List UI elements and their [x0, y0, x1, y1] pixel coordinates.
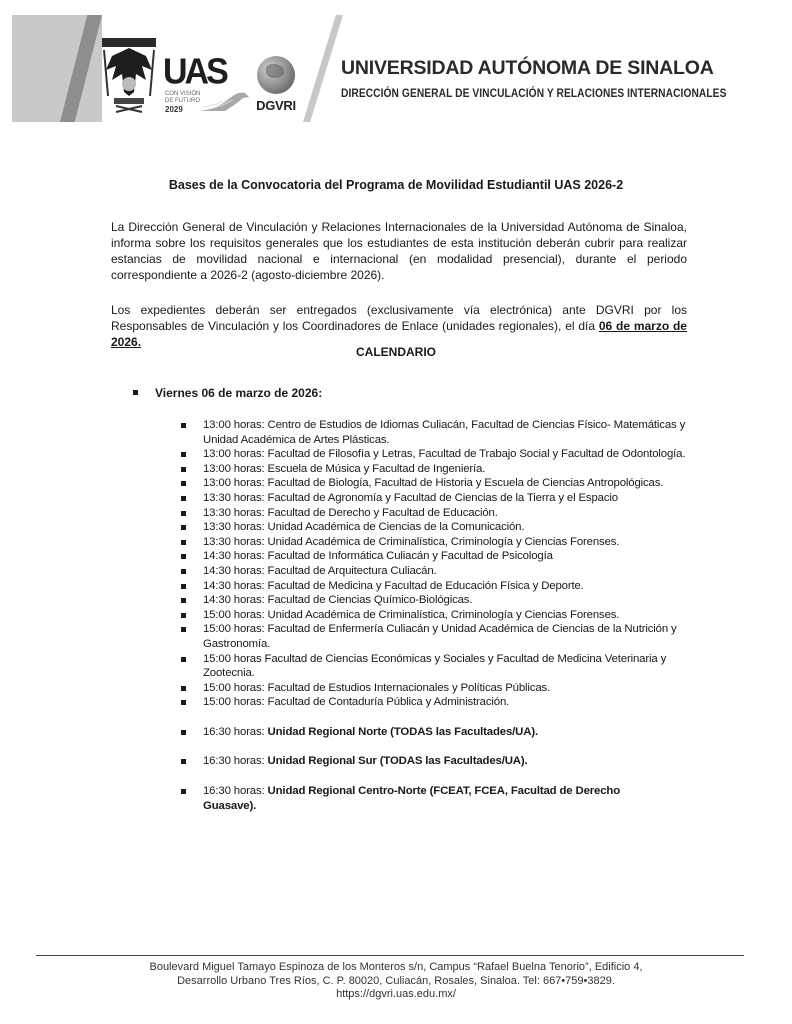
square-bullet-icon [181, 525, 186, 530]
schedule-text: Facultad de Medicina y Facultad de Educación Física y Deporte. [267, 579, 584, 592]
calendar-heading: CALENDARIO [356, 345, 436, 359]
schedule-item [181, 462, 711, 477]
footer-website-link[interactable]: https://dgvri.uas.edu.mx/ [336, 988, 456, 1000]
schedule-item [181, 535, 711, 550]
schedule-time: 15:00 horas: [203, 623, 265, 636]
schedule-time: 14:30 horas: [203, 564, 265, 577]
schedule-text: Facultad de Filosofía y Letras, Facultad de Trabajo Social y Facultad de Odontología. [267, 448, 686, 461]
square-bullet-icon [181, 467, 186, 472]
schedule-time: 13:30 horas: [203, 506, 265, 519]
department-name: DIRECCIÓN GENERAL DE VINCULACIÓN Y RELACIONES INTERNACIONALES [341, 86, 727, 100]
uas-tagline: CON VISIÓN DE FUTURO [165, 91, 201, 104]
square-bullet-icon [181, 613, 186, 618]
schedule-list [181, 418, 711, 813]
schedule-item [181, 608, 711, 623]
square-bullet-icon [181, 540, 186, 545]
square-bullet-icon [181, 598, 186, 603]
square-bullet-icon [181, 584, 186, 589]
schedule-item [181, 593, 711, 608]
schedule-time: 13:00 horas: [203, 477, 265, 490]
schedule-time: 13:00 horas: [203, 448, 265, 461]
header-slash-divider [303, 15, 343, 122]
square-bullet-icon [181, 730, 186, 735]
square-bullet-icon [181, 657, 186, 662]
schedule-item [181, 418, 711, 447]
schedule-text: Facultad de Arquitectura Culiacán. [267, 564, 437, 577]
schedule-text: Facultad de Estudios Internacionales y Políticas Públicas. [267, 681, 551, 694]
calendar-day-item [133, 386, 322, 400]
schedule-item [181, 491, 711, 506]
schedule-item [181, 549, 711, 564]
regional-unit-text: Unidad Regional Sur (TODAS las Facultades/UA). [267, 755, 528, 768]
schedule-time: 16:30 horas: [203, 725, 265, 738]
calendar-day-label: Viernes 06 de marzo de 2026: [155, 386, 323, 400]
document-title: Bases de la Convocatoria del Programa de Movilidad Estudiantil UAS 2026-2 [168, 178, 624, 192]
schedule-time: 14:30 horas: [203, 579, 265, 592]
dgvri-wordmark: DGVRI [256, 98, 296, 113]
schedule-text: Facultad de Ciencias Económicas y Sociales y Facultad de Medicina Veterinaria y Zootecnia. [203, 652, 667, 680]
schedule-text: Unidad Académica de Ciencias de la Comunicación. [267, 521, 525, 534]
schedule-item [181, 681, 711, 696]
square-bullet-icon [181, 686, 186, 691]
uas-year: 2029 [165, 105, 183, 114]
schedule-time: 13:00 horas: [203, 462, 265, 475]
schedule-time: 14:30 horas: [203, 594, 265, 607]
schedule-time: 15:00 horas: [203, 681, 265, 694]
submission-text: Los expedientes deberán ser entregados (exclusivamente vía electrónica) ante DGVRI por los Responsables de Vinculación y los Coordinadores de Enlace (unidades regionales), el día [111, 303, 687, 333]
regional-schedule-item [181, 725, 711, 740]
schedule-time: 13:00 horas: [203, 419, 265, 431]
intro-paragraph: La Dirección General de Vinculación y Relaciones Internacionales de la Universidad Autónoma de Sinaloa, informa sobre los requisitos generales que los estudiantes de esta institución deberán cubrir para realizar estancias de movilidad nacional e internacional (en modalidad presencial), durante el periodo correspondiente a 2026-2 (agosto-diciembre 2026). [111, 220, 687, 282]
square-bullet-icon [181, 789, 186, 794]
institution-name: UNIVERSIDAD AUTÓNOMA DE SINALOA [341, 57, 714, 79]
schedule-time: 15:00 horas: [203, 608, 265, 621]
regional-unit-text: Unidad Regional Norte (TODAS las Facultades/UA). [267, 725, 538, 738]
schedule-text: Facultad de Ciencias Químico-Biológicas. [267, 594, 473, 607]
uas-vision-2029-logo [163, 52, 248, 117]
square-bullet-icon [181, 496, 186, 501]
schedule-text: Facultad de Derecho y Facultad de Educación. [267, 506, 498, 519]
schedule-text: Unidad Académica de Criminalística, Criminología y Ciencias Forenses. [267, 535, 620, 548]
square-bullet-icon [181, 569, 186, 574]
square-bullet-icon [181, 759, 186, 764]
schedule-item [181, 506, 711, 521]
footer-address-line2: Desarrollo Urbano Tres Ríos, C. P. 80020, Culiacán, Rosales, Sinaloa. Tel: 667•759•3829. [177, 974, 615, 987]
eagle-wing-icon [199, 89, 249, 113]
square-bullet-icon [181, 554, 186, 559]
uas-crest-logo [98, 36, 160, 114]
regional-schedule-item [181, 754, 711, 769]
square-bullet-icon [181, 452, 186, 457]
dgvri-logo [250, 56, 302, 116]
square-bullet-icon [133, 390, 138, 395]
schedule-time: 16:30 horas: [203, 785, 265, 798]
square-bullet-icon [181, 511, 186, 516]
schedule-time: 15:00 horas [203, 652, 262, 665]
schedule-item [181, 579, 711, 594]
schedule-time: 14:30 horas: [203, 550, 265, 563]
submission-date: 06 de marzo de 2026. [111, 319, 687, 349]
schedule-text: Unidad Académica de Criminalística, Criminología y Ciencias Forenses. [267, 608, 620, 621]
square-bullet-icon [181, 481, 186, 486]
schedule-item [181, 695, 711, 710]
schedule-time: 16:30 horas: [203, 755, 265, 768]
schedule-text: Facultad de Informática Culiacán y Facultad de Psicología [267, 550, 553, 563]
schedule-text: Facultad de Biología, Facultad de Historia y Escuela de Ciencias Antropológicas. [267, 477, 664, 490]
schedule-text: Escuela de Música y Facultad de Ingeniería. [267, 462, 486, 475]
schedule-time: 15:00 horas: [203, 696, 265, 709]
square-bullet-icon [181, 627, 186, 632]
footer-address-line1: Boulevard Miguel Tamayo Espinoza de los Monteros s/n, Campus “Rafael Buelna Tenorio”, Edificio 4, [149, 961, 643, 973]
schedule-item [181, 622, 711, 651]
schedule-text: Facultad de Agronomía y Facultad de Ciencias de la Tierra y el Espacio [267, 491, 618, 504]
schedule-item [181, 476, 711, 491]
schedule-time: 13:30 horas: [203, 491, 265, 504]
submission-paragraph [111, 302, 687, 350]
footer-divider [36, 955, 744, 956]
globe-icon [257, 56, 295, 94]
schedule-item [181, 447, 711, 462]
regional-unit-text: Unidad Regional Centro-Norte (FCEAT, FCEA, Facultad de Derecho Guasave). [203, 785, 621, 812]
square-bullet-icon [181, 423, 186, 428]
regional-schedule-item [181, 784, 643, 813]
schedule-item [181, 564, 711, 579]
schedule-item [181, 520, 711, 535]
uas-wordmark: UAS [163, 52, 226, 92]
schedule-time: 13:30 horas: [203, 521, 265, 534]
schedule-text: Facultad de Contaduría Pública y Administración. [267, 696, 510, 709]
schedule-time: 13:30 horas: [203, 535, 265, 548]
schedule-text: Centro de Estudios de Idiomas Culiacán, Facultad de Ciencias Físico- Matemáticas y Unidad Académica de Artes Plásticas. [203, 419, 686, 446]
schedule-text: Facultad de Enfermería Culiacán y Unidad Académica de Ciencias de la Nutrición y Gastronomía. [203, 623, 677, 650]
square-bullet-icon [181, 700, 186, 705]
schedule-item [181, 652, 711, 681]
footer-address [0, 961, 792, 1002]
